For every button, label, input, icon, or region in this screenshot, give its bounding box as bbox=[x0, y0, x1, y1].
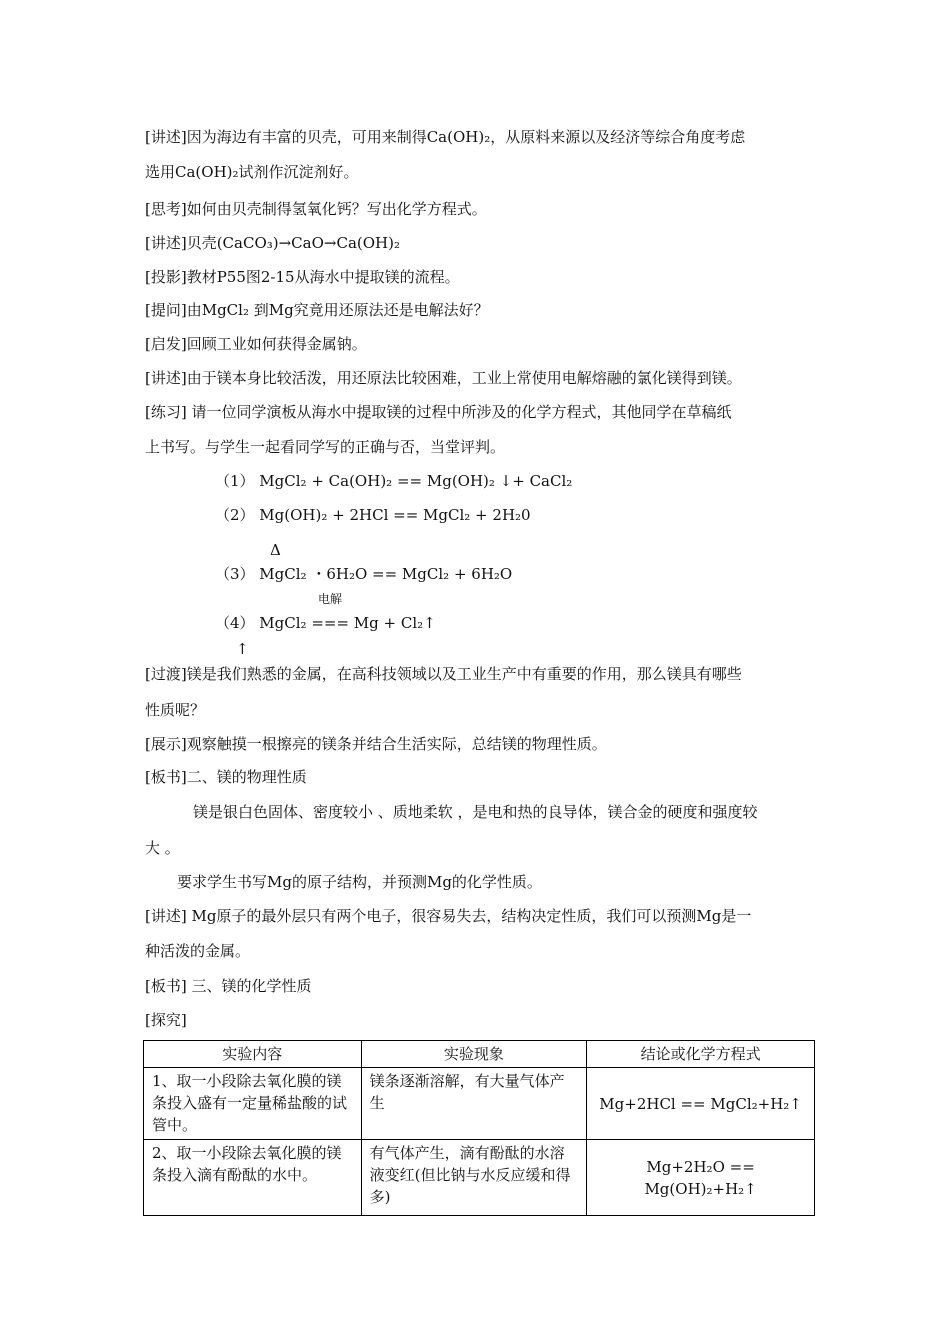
table-cell: 有气体产生，滴有酚酞的水溶液变红(但比钠与水反应缓和得多) bbox=[361, 1140, 587, 1216]
text-line-15: 镁是银白色固体、密度较小 、质地柔软 ，是电和热的良导体，镁合金的硬度和强度较 bbox=[193, 803, 758, 821]
text-line-16: 大 。 bbox=[145, 839, 180, 857]
table-cell: 镁条逐渐溶解，有大量气体产生 bbox=[361, 1068, 587, 1140]
text-line-20: [板书] 三、镁的化学性质 bbox=[145, 977, 312, 995]
text-line-11: [过渡]镁是我们熟悉的金属，在高科技领域以及工业生产中有重要的作用，那么镁具有哪些 bbox=[145, 665, 742, 683]
table-header-row bbox=[144, 1041, 815, 1068]
stray-arrow: ↑ bbox=[236, 640, 249, 658]
text-line-14: [板书]二、镁的物理性质 bbox=[145, 768, 307, 786]
table-cell: Mg+2HCl == MgCl₂+H₂↑ bbox=[587, 1068, 815, 1140]
text-line-9: [练习] 请一位同学演板从海水中提取镁的过程中所涉及的化学方程式，其他同学在草稿纸 bbox=[145, 403, 732, 421]
text-line-18: [讲述] Mg原子的最外层只有两个电子，很容易失去，结构决定性质，我们可以预测Mg是一 bbox=[145, 907, 752, 925]
text-line-13: [展示]观察触摸一根擦亮的镁条并结合生活实际，总结镁的物理性质。 bbox=[145, 735, 607, 753]
text-line-8: [讲述]由于镁本身比较活泼，用还原法比较困难，工业上常使用电解熔融的氯化镁得到镁。 bbox=[145, 369, 742, 387]
electrolysis-label: 电解 bbox=[318, 592, 343, 606]
experiment-table bbox=[143, 1040, 815, 1216]
text-line-1: [讲述]因为海边有丰富的贝壳，可用来制得Ca(OH)₂，从原料来源以及经济等综合角度考虑 bbox=[145, 128, 746, 146]
text-line-5: [投影]教材P55图2-15从海水中提取镁的流程。 bbox=[145, 268, 460, 286]
text-line-21: [探究] bbox=[145, 1011, 187, 1029]
text-line-6: [提问]由MgCl₂ 到Mg究竟用还原法还是电解法好？ bbox=[145, 301, 489, 319]
equation-4: （4） MgCl₂ === Mg + Cl₂↑ bbox=[215, 614, 436, 632]
equation-1: （1） MgCl₂ + Ca(OH)₂ == Mg(OH)₂ ↓+ CaCl₂ bbox=[215, 472, 573, 490]
text-line-4: [讲述]贝壳(CaCO₃)→CaO→Ca(OH)₂ bbox=[145, 234, 400, 252]
delta-symbol: Δ bbox=[270, 541, 281, 559]
table-cell: 2、取一小段除去氧化膜的镁条投入滴有酚酞的水中。 bbox=[144, 1140, 362, 1216]
table-header-cell: 结论或化学方程式 bbox=[587, 1041, 815, 1068]
text-line-12: 性质呢？ bbox=[145, 701, 206, 719]
text-line-3: [思考]如何由贝壳制得氢氧化钙？写出化学方程式。 bbox=[145, 200, 487, 218]
table-row bbox=[144, 1068, 815, 1140]
equation-3: （3） MgCl₂ ・6H₂O == MgCl₂ + 6H₂O bbox=[215, 565, 513, 583]
table-cell: Mg+2H₂O == Mg(OH)₂+H₂↑ bbox=[587, 1140, 815, 1216]
text-line-19: 种活泼的金属。 bbox=[145, 942, 251, 960]
table-row bbox=[144, 1140, 815, 1216]
table-cell: 1、取一小段除去氧化膜的镁条投入盛有一定量稀盐酸的试管中。 bbox=[144, 1068, 362, 1140]
text-line-7: [启发]回顾工业如何获得金属钠。 bbox=[145, 335, 367, 353]
table-header-cell: 实验现象 bbox=[361, 1041, 587, 1068]
table-header-cell: 实验内容 bbox=[144, 1041, 362, 1068]
text-line-17: 要求学生书写Mg的原子结构，并预测Mg的化学性质。 bbox=[177, 873, 542, 891]
text-line-10: 上书写。与学生一起看同学写的正确与否，当堂评判。 bbox=[145, 438, 506, 456]
equation-2: （2） Mg(OH)₂ + 2HCl == MgCl₂ + 2H₂0 bbox=[215, 506, 531, 524]
text-line-2: 选用Ca(OH)₂试剂作沉淀剂好。 bbox=[145, 163, 359, 181]
